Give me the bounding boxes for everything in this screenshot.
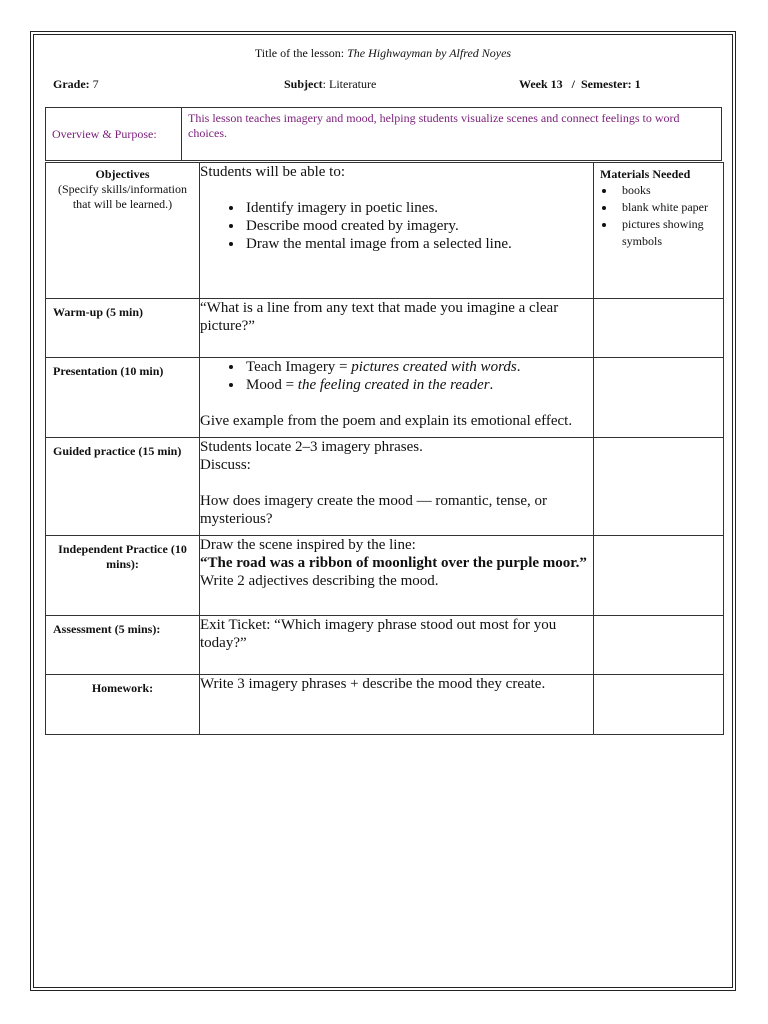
warmup-text: “What is a line from any text that made you imagine a clear picture?” <box>200 300 559 334</box>
independent-practice-label: Independent Practice (10 mins): <box>58 542 187 571</box>
independent-quote: “The road was a ribbon of moonlight over the purple moor.” <box>200 555 587 571</box>
guided-practice-label: Guided practice (15 min) <box>53 444 182 458</box>
guided-line-1: Students locate 2–3 imagery phrases. <box>200 439 423 455</box>
objectives-list <box>200 199 593 253</box>
presentation-label: Presentation (10 min) <box>53 364 164 378</box>
presentation-list <box>200 358 593 394</box>
presentation-row <box>46 358 724 438</box>
presentation-item2-suffix: . <box>489 377 494 393</box>
materials-cell <box>594 163 724 299</box>
homework-row <box>46 675 724 735</box>
presentation-item2-term: the feeling created in the reader <box>297 377 490 393</box>
independent-line-1: Draw the scene inspired by the line: <box>200 537 416 553</box>
list-item: • books <box>616 182 723 199</box>
overview-text: This lesson teaches imagery and mood, helping students visualize scenes and connect feelings to word choices. <box>188 111 680 140</box>
objectives-intro: Students will be able to: <box>200 164 345 180</box>
warmup-row <box>46 299 724 358</box>
presentation-item1-suffix: . <box>516 359 521 375</box>
empty-cell <box>594 616 724 675</box>
objectives-label: Objectives <box>95 167 150 181</box>
overview-box <box>45 107 722 161</box>
assessment-row <box>46 616 724 675</box>
list-item: • Identify imagery in poetic lines. <box>244 199 593 217</box>
list-item: • Draw the mental image from a selected line. <box>244 235 593 253</box>
week-semester: Week 13 / Semester: 1 <box>519 77 641 91</box>
subject-field <box>284 77 376 92</box>
warmup-label: Warm-up (5 min) <box>53 305 143 319</box>
guided-line-2: Discuss: <box>200 457 251 473</box>
list-item <box>244 358 593 376</box>
lesson-plan-table <box>45 162 724 735</box>
empty-cell <box>594 438 724 536</box>
homework-label: Homework: <box>91 681 154 695</box>
empty-cell <box>594 299 724 358</box>
independent-practice-row <box>46 536 724 616</box>
presentation-item1-term: pictures created with words <box>351 359 517 375</box>
subject-label: Subject <box>284 77 323 91</box>
list-item: • pictures showing symbols <box>616 216 723 250</box>
objectives-sublabel: (Specify skills/information that will be learned.) <box>58 182 187 211</box>
guided-practice-row <box>46 438 724 536</box>
grade-value: 7 <box>89 77 99 91</box>
grade-label: Grade: <box>53 77 90 91</box>
list-item: • blank white paper <box>616 199 723 216</box>
assessment-label: Assessment (5 mins): <box>53 622 161 636</box>
lesson-title-prefix: Title of the lesson: <box>254 46 348 60</box>
materials-label: Materials Needed <box>600 167 691 181</box>
objectives-row <box>46 163 724 299</box>
overview-label: Overview & Purpose: <box>46 108 182 160</box>
objectives-label-cell <box>46 163 200 299</box>
grade-field <box>53 77 99 92</box>
guided-line-3: How does imagery create the mood — romantic, tense, or mysterious? <box>200 493 547 527</box>
lesson-title <box>33 46 733 61</box>
presentation-item1-prefix: Teach Imagery = <box>246 359 352 375</box>
presentation-item2-prefix: Mood = <box>246 377 298 393</box>
list-item <box>244 376 593 394</box>
empty-cell <box>594 675 724 735</box>
lesson-title-work: The Highwayman by Alfred Noyes <box>347 46 512 60</box>
presentation-text: Give example from the poem and explain its emotional effect. <box>200 413 573 429</box>
empty-cell <box>594 358 724 438</box>
assessment-text: Exit Ticket: “Which imagery phrase stood out most for you today?” <box>200 617 557 651</box>
empty-cell <box>594 536 724 616</box>
objectives-content <box>200 163 594 299</box>
homework-text: Write 3 imagery phrases + describe the mood they create. <box>200 676 546 692</box>
independent-line-2: Write 2 adjectives describing the mood. <box>200 573 439 589</box>
subject-value: : Literature <box>322 77 377 91</box>
list-item: • Describe mood created by imagery. <box>244 217 593 235</box>
week-semester-field <box>519 77 641 92</box>
materials-list <box>594 182 723 250</box>
